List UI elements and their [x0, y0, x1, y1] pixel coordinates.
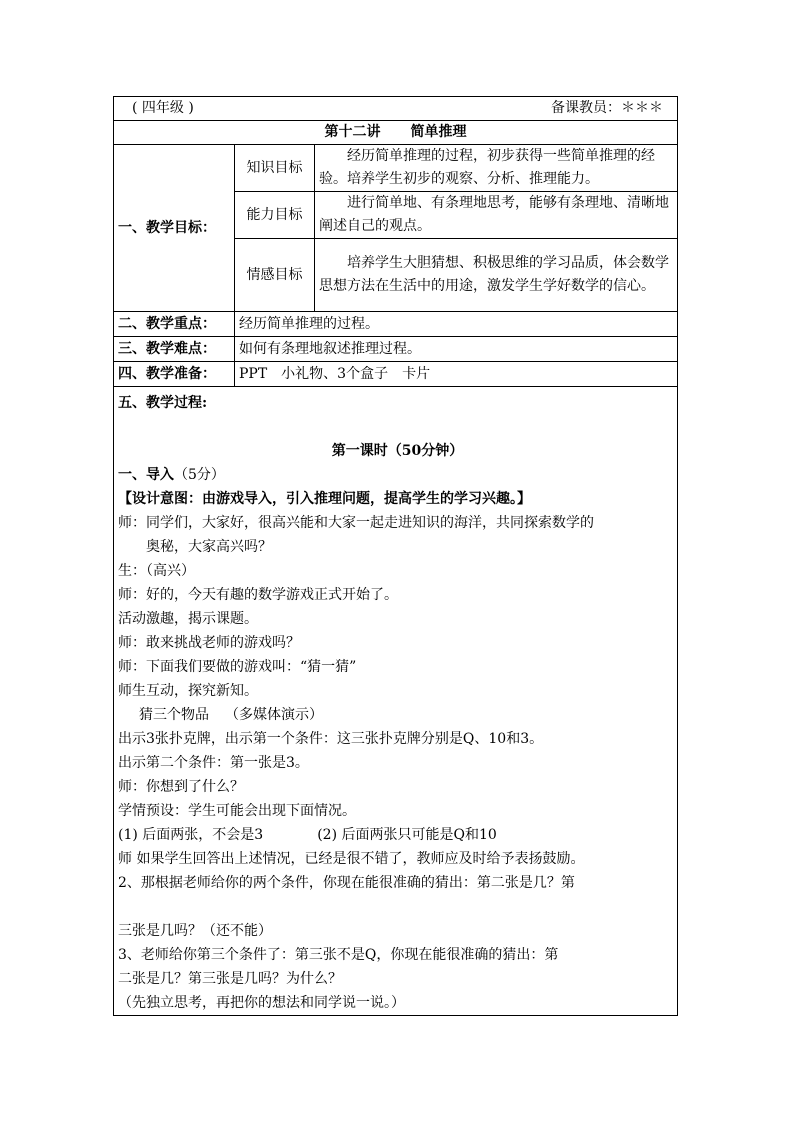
lesson-plan-table: [113, 96, 678, 1016]
objective-text-ability: 进行简单地、有条理地思考，能够有条理地、清晰地阐述自己的观点。: [315, 192, 678, 239]
intro-time: （5分）: [174, 467, 225, 483]
preparation-row: [114, 362, 678, 387]
case-1: (1) 后面两张，不会是3: [118, 827, 264, 843]
objective-text-knowledge: 经历简单推理的过程，初步获得一些简单推理的经验。培养学生初步的观察、分析、推理能力。: [315, 145, 678, 192]
header-cell: [114, 97, 678, 121]
lesson-title: [114, 121, 678, 145]
header-row: [114, 97, 678, 121]
difficulty-row: [114, 337, 678, 362]
dialogue-line: （先独立思考，再把你的想法和同学说一说。）: [118, 995, 405, 1011]
dialogue-line: [118, 703, 677, 727]
teacher-label: 备课教员：＊＊＊: [551, 100, 664, 116]
dialogue-line: 活动激趣，揭示课题。: [118, 611, 258, 627]
case-2: (2) 后面两张只可能是Q和10: [317, 827, 497, 843]
objective-text-emotion: 培养学生大胆猜想、积极思维的学习品质，体会数学思想方法在生活中的用途，激发学生学好数学的信心。: [315, 239, 678, 312]
dialogue-line: [118, 727, 677, 751]
dialogue-line: 3、老师给你第三个条件了：第三张不是Q，你现在能很准确的猜出：第: [118, 947, 559, 963]
activity-title: 猜三个物品: [139, 707, 209, 723]
first-condition: ，出示第一个条件：这三张扑克牌分别是Q、10和3。: [210, 731, 544, 747]
grade-label: ( 四年级 ): [132, 100, 194, 116]
lesson-plan-page: [113, 96, 677, 1016]
key-point-text: 经历简单推理的过程。: [235, 312, 678, 337]
dialogue-line: 生：（高兴）: [118, 563, 195, 579]
title-row: [114, 121, 678, 145]
preparation-text: PPT 小礼物、3个盒子 卡片: [235, 362, 678, 387]
objective-name-emotion: 情感目标: [235, 239, 315, 312]
lesson-topic: 简单推理: [410, 124, 467, 140]
objective-name-ability: 能力目标: [235, 192, 315, 239]
dialogue-line: 师：好的，今天有趣的数学游戏正式开始了。: [118, 587, 398, 603]
dialogue-line: 学情预设：学生可能会出现下面情况。: [118, 803, 356, 819]
difficulty-text: 如何有条理地叙述推理过程。: [235, 337, 678, 362]
key-point-label: 二、教学重点：: [114, 312, 235, 337]
dialogue-line: 师：同学们，大家好，很高兴能和大家一起走进知识的海洋，共同探索数学的: [118, 515, 594, 531]
dialogue-line: 奥秘，大家高兴吗？: [146, 539, 272, 555]
objective-name-knowledge: 知识目标: [235, 145, 315, 192]
session-title: 第一课时（50分钟）: [331, 443, 464, 459]
process-row: [114, 387, 678, 1016]
intro-heading-line: [118, 463, 677, 487]
activity-note: （多媒体演示）: [225, 707, 323, 723]
dialogue-line: 三张是几吗？（还不能）: [118, 923, 272, 939]
dialogue-line: 师：敢来挑战老师的游戏吗？: [118, 635, 300, 651]
lesson-number: 第十二讲: [324, 124, 381, 140]
key-point-row: [114, 312, 678, 337]
dialogue-line: 二张是几？第三张是几吗？为什么？: [118, 971, 342, 987]
intro-heading: 一、导入: [118, 467, 174, 483]
dialogue-line: [118, 823, 677, 847]
preparation-label: 四、教学准备：: [114, 362, 235, 387]
dialogue-line: 师：下面我们要做的游戏叫：“猜一猜”: [118, 659, 357, 675]
design-intent: 【设计意图：由游戏导入，引入推理问题，提高学生的学习兴趣。】: [118, 491, 531, 507]
dialogue-line: 出示第二个条件：第一张是3。: [118, 755, 309, 771]
dialogue-line: 师 如果学生回答出上述情况，已经是很不错了，教师应及时给予表扬鼓励。: [118, 851, 585, 867]
difficulty-label: 三、教学难点：: [114, 337, 235, 362]
objective-row-knowledge: [114, 145, 678, 192]
process-cell: [114, 387, 678, 1016]
dialogue-line: 2、那根据老师给你的两个条件，你现在能很准确的猜出：第二张是几？第: [118, 875, 575, 891]
process-label: 五、教学过程:: [118, 395, 208, 411]
dialogue-line: 师：你想到了什么？: [118, 779, 244, 795]
objectives-label: 一、教学目标：: [114, 145, 235, 312]
dialogue-line: 师生互动，探究新知。: [118, 683, 258, 699]
show-cards: 出示3张扑克牌: [118, 731, 211, 747]
